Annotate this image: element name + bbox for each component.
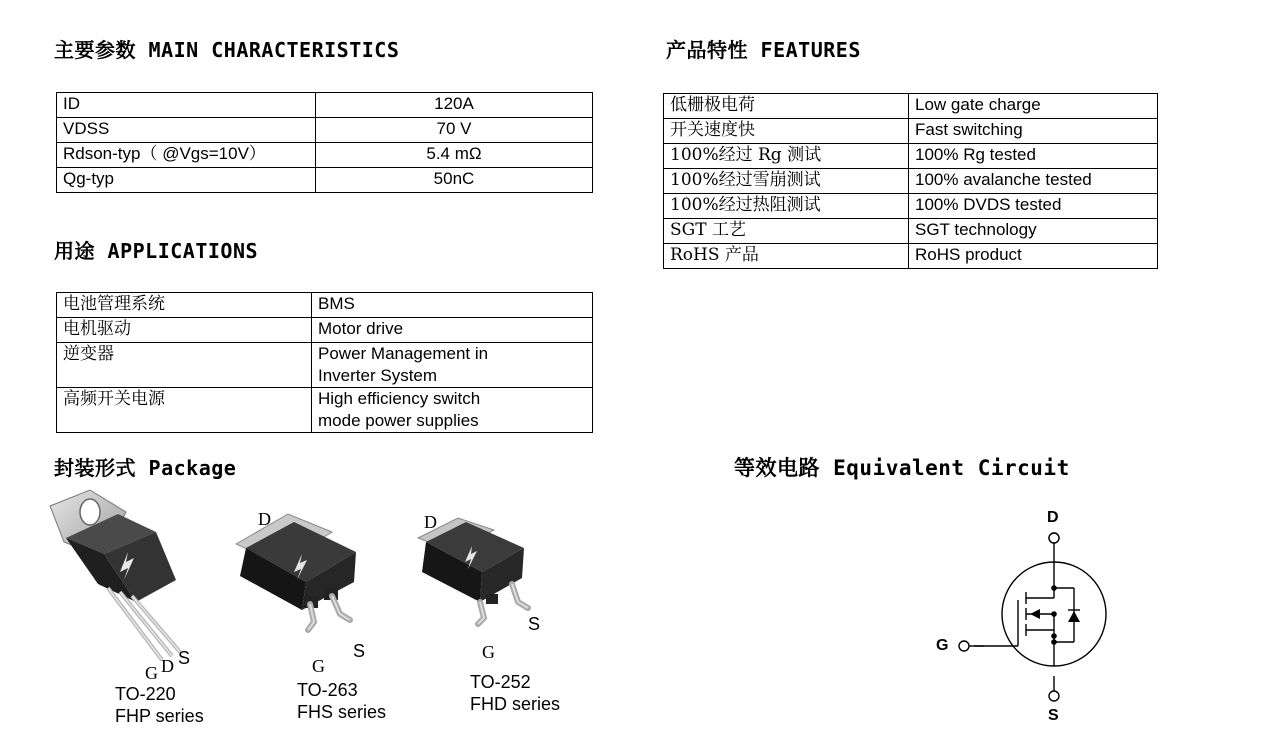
to263-pin-d: D [258, 509, 271, 529]
param-cell: VDSS [57, 118, 316, 143]
main-characteristics-table [56, 92, 593, 193]
feature-cn-cell: 低栅极电荷 [664, 94, 909, 119]
feature-en-cell: 100% Rg tested [909, 144, 1158, 169]
table-row [664, 119, 1158, 144]
value-cell: 70 V [316, 118, 593, 143]
feature-en-cell: Fast switching [909, 119, 1158, 144]
to220-series: FHP series [115, 706, 204, 726]
feature-cn-cell: RoHS 产品 [664, 244, 909, 269]
table-row [57, 93, 593, 118]
to252-pin-g: G [482, 642, 495, 662]
application-en-line: Motor drive [318, 319, 404, 338]
table-row [664, 144, 1158, 169]
main-characteristics-heading: 主要参数 MAIN CHARACTERISTICS [54, 38, 400, 62]
to252-pin-d: D [424, 512, 437, 532]
application-en-line: Inverter System [318, 366, 438, 385]
applications-table [56, 292, 593, 433]
application-cn-cell: 高频开关电源 [57, 388, 312, 433]
application-en-line: Power Management in [318, 344, 489, 363]
param-cell: ID [57, 93, 316, 118]
table-row [664, 94, 1158, 119]
package-heading: 封装形式 Package [54, 456, 237, 480]
to263-name: TO-263 [297, 680, 358, 700]
to252-pin-s: S [528, 614, 541, 634]
application-cn-cell: 电池管理系统 [57, 293, 312, 318]
table-row [57, 388, 593, 433]
application-en-line: mode power supplies [318, 411, 479, 430]
to263-pin-g: G [312, 656, 325, 676]
feature-en-cell: 100% avalanche tested [909, 169, 1158, 194]
feature-cn-cell: 100%经过 Rg 测试 [664, 144, 909, 169]
feature-cn-cell: 开关速度快 [664, 119, 909, 144]
to252-series: FHD series [470, 694, 561, 714]
application-en-line: High efficiency switch [318, 389, 481, 408]
table-row [57, 293, 593, 318]
application-cn-cell: 逆变器 [57, 343, 312, 388]
feature-en-cell: 100% DVDS tested [909, 194, 1158, 219]
application-en-cell [312, 293, 593, 318]
gate-label: G [936, 637, 949, 654]
feature-cn-cell: 100%经过雪崩测试 [664, 169, 909, 194]
to220-pin-d: D [161, 656, 174, 676]
feature-cn-cell: SGT 工艺 [664, 219, 909, 244]
features-heading: 产品特性 FEATURES [666, 38, 861, 62]
table-row [57, 168, 593, 193]
param-cell: Rdson-typ（ @Vgs=10V） [57, 143, 316, 168]
table-row [664, 219, 1158, 244]
value-cell: 50nC [316, 168, 593, 193]
features-table [663, 93, 1158, 269]
drain-label: D [1047, 509, 1059, 526]
table-row [664, 244, 1158, 269]
feature-en-cell: RoHS product [909, 244, 1158, 269]
table-row [57, 343, 593, 388]
value-cell: 5.4 mΩ [316, 143, 593, 168]
feature-en-cell: SGT technology [909, 219, 1158, 244]
to252-name: TO-252 [470, 672, 531, 692]
table-row [57, 118, 593, 143]
source-label: S [1048, 707, 1059, 724]
param-cell: Qg-typ [57, 168, 316, 193]
equivalent-circuit-heading: 等效电路 Equivalent Circuit [734, 456, 1070, 480]
application-en-line: BMS [318, 294, 355, 313]
to220-pin-g: G [145, 663, 158, 683]
application-cn-cell: 电机驱动 [57, 318, 312, 343]
to263-package-image [228, 500, 368, 650]
application-en-cell [312, 343, 593, 388]
to263-pin-s: S [353, 641, 366, 661]
feature-en-cell: Low gate charge [909, 94, 1158, 119]
feature-cn-cell: 100%经过热阻测试 [664, 194, 909, 219]
to263-series: FHS series [297, 702, 387, 722]
to220-pin-s: S [178, 648, 191, 668]
application-en-cell [312, 388, 593, 433]
table-row [664, 194, 1158, 219]
circuit-terminals [948, 510, 1088, 720]
table-row [664, 169, 1158, 194]
table-row [57, 318, 593, 343]
applications-heading: 用途 APPLICATIONS [54, 239, 259, 263]
application-en-cell [312, 318, 593, 343]
table-row [57, 143, 593, 168]
to220-name: TO-220 [115, 684, 176, 704]
value-cell: 120A [316, 93, 593, 118]
